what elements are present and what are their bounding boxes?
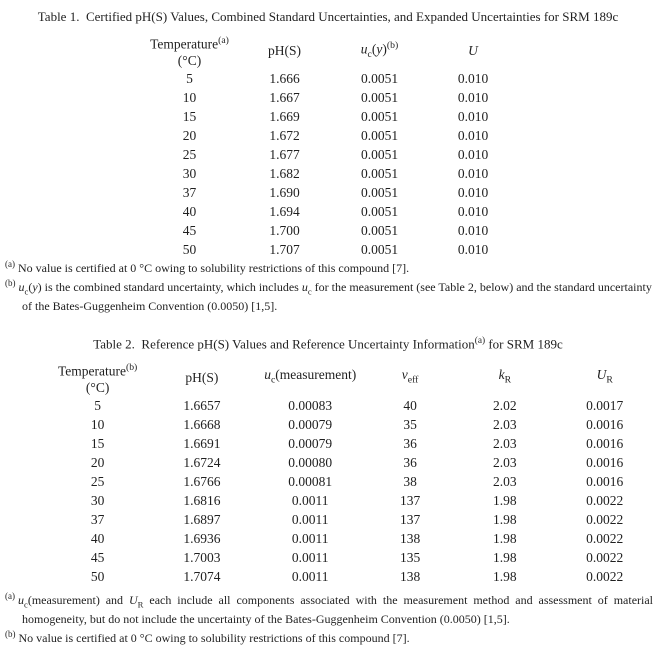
table-cell: 50 [182, 241, 197, 257]
table2-header-row [48, 360, 656, 396]
text-segment: c [24, 599, 28, 610]
table-cell: 1.6724 [183, 454, 221, 470]
table-cell: 1.7003 [183, 549, 221, 565]
table-cell: 0.0051 [360, 108, 399, 124]
text-segment: U [129, 593, 138, 607]
footnote [5, 257, 653, 276]
table-cell: 0.0051 [360, 89, 399, 105]
temperature-header-unit: (°C) [85, 379, 110, 395]
text-segment: for the measurement (see Table 2, below) and the standard uncertainty of the Bates-Guggenheim Convention (0.0050) [1,5]. [22, 280, 652, 314]
table-cell: 1.6691 [183, 435, 221, 451]
text-segment: U [596, 366, 607, 382]
table-cell: 0.0011 [291, 530, 329, 546]
text-segment: each include all components associated with the measurement method and assessment of material homogeneity, but do not include the uncertainty of the Bates-Guggenheim Convention (0.0050) [1,5]. [22, 593, 654, 627]
table2-title [0, 336, 656, 352]
table-cell: 1.694 [269, 203, 300, 219]
table-cell: 0.010 [457, 146, 489, 162]
table-cell: 15 [90, 435, 105, 451]
text-segment: u [18, 593, 24, 607]
footnote-text [18, 261, 409, 275]
table-cell: 1.98 [493, 568, 517, 584]
table-cell: 0.0022 [586, 530, 624, 546]
table-row [48, 529, 656, 548]
table-row [48, 491, 656, 510]
table-cell: 20 [182, 127, 197, 143]
table-cell: 2.03 [493, 435, 517, 451]
table-cell: 0.0051 [360, 127, 399, 143]
table-cell: 137 [399, 511, 421, 527]
table1-header-uc [332, 33, 427, 69]
text-segment: c [307, 286, 312, 297]
table2-header-ph: pH(S) [185, 369, 219, 385]
table-cell: 36 [403, 454, 417, 470]
footnote-text [18, 593, 653, 626]
text-segment: No value is certified at 0 °C owing to solubility restrictions of this compound [7]. [18, 261, 410, 275]
table-cell: 0.0051 [360, 184, 399, 200]
table-cell: 37 [182, 184, 197, 200]
footnote-marker: (b) [5, 629, 16, 640]
table-cell: 0.010 [457, 89, 489, 105]
table-cell: 0.0051 [360, 165, 399, 181]
footnote-marker: (a) [5, 259, 15, 269]
text-segment: (measurement) and [27, 593, 129, 607]
table-row [142, 69, 519, 88]
table1 [142, 33, 519, 259]
table1-footnotes [5, 257, 653, 314]
table-cell: 0.0022 [586, 492, 624, 508]
table1-header-ph: pH(S) [268, 42, 301, 58]
footnote-marker: (a) [5, 591, 15, 601]
table-cell: 0.0051 [360, 70, 399, 86]
table-cell: 40 [182, 203, 197, 219]
table-cell: 0.010 [457, 184, 489, 200]
text-segment: R [137, 599, 144, 610]
table-cell: 135 [399, 549, 421, 565]
text-segment: (measurement) [275, 366, 357, 382]
text-segment: u [360, 41, 368, 57]
table-row [142, 126, 519, 145]
table-cell: 45 [90, 549, 105, 565]
table-cell: 1.700 [269, 222, 300, 238]
table-cell: 25 [90, 473, 105, 489]
table-row [142, 145, 519, 164]
text-segment: u [18, 280, 25, 294]
table-cell: 0.010 [457, 222, 489, 238]
table1-title: Table 1. Certified pH(S) Values, Combined Standard Uncertainties, and Expanded Uncertainties for SRM 189c [37, 9, 619, 24]
table-row [48, 453, 656, 472]
table-cell: 5 [186, 70, 193, 86]
table-cell: 10 [182, 89, 197, 105]
table2-header-ur [553, 360, 656, 396]
footnote [5, 276, 653, 314]
temperature-header-unit: (°C) [177, 52, 202, 68]
text-segment: Temperature [57, 363, 126, 379]
table-cell: 36 [403, 435, 417, 451]
table-row [48, 548, 656, 567]
table2-header-uc-measurement [257, 360, 364, 396]
footnote-text [19, 280, 652, 313]
text-segment: y [376, 41, 383, 57]
table-cell: 40 [90, 530, 105, 546]
table-cell: 0.0022 [586, 568, 624, 584]
table-cell: 1.6766 [183, 473, 221, 489]
text-segment: (a) [474, 336, 486, 346]
table-cell: 1.98 [493, 530, 517, 546]
table1-header-temperature [142, 33, 237, 69]
text-segment: No value is certified at 0 °C owing to solubility restrictions of this compound [7]. [18, 631, 410, 646]
table-cell: 1.682 [269, 165, 300, 181]
table-cell: 0.0011 [291, 511, 329, 527]
table-cell: 1.6668 [183, 416, 221, 432]
table-cell: 1.669 [269, 108, 300, 124]
table-row [142, 107, 519, 126]
text-segment: Temperature [150, 36, 219, 52]
table-cell: 35 [403, 416, 417, 432]
table-cell: 20 [90, 454, 105, 470]
table-cell: 1.690 [269, 184, 300, 200]
table-cell: 1.672 [269, 127, 300, 143]
text-segment: u [264, 366, 271, 382]
text-segment: ν [401, 366, 408, 382]
table-cell: 0.00081 [288, 473, 333, 489]
table-cell: 0.0016 [586, 454, 624, 470]
table-row [142, 240, 519, 259]
table2 [48, 360, 656, 586]
table-row [142, 221, 519, 240]
table-cell: 1.98 [493, 492, 517, 508]
table-cell: 2.03 [493, 473, 517, 489]
table-cell: 1.7074 [183, 568, 221, 584]
table-row [48, 396, 656, 415]
table-cell: 1.707 [269, 241, 300, 257]
text-segment: c [24, 286, 29, 297]
text-segment: ( [371, 41, 377, 57]
table-cell: 1.666 [269, 70, 300, 86]
table-cell: 138 [399, 530, 421, 546]
table-cell: 0.010 [457, 203, 489, 219]
table-cell: 1.6816 [183, 492, 221, 508]
text-segment: c [367, 49, 372, 61]
table-cell: 0.0017 [586, 397, 624, 413]
text-segment: eff [407, 374, 419, 386]
table-row [48, 567, 656, 586]
table-cell: 37 [90, 511, 105, 527]
table-cell: 25 [182, 146, 197, 162]
text-segment: Table 2. Reference pH(S) Values and Reference Uncertainty Information [93, 336, 475, 352]
table-cell: 0.00079 [288, 435, 333, 451]
table-cell: 0.00079 [288, 416, 333, 432]
table-cell: 0.0016 [586, 473, 624, 489]
table-cell: 0.0011 [291, 549, 329, 565]
table-cell: 2.03 [493, 454, 517, 470]
text-segment: for SRM 189c [485, 336, 563, 352]
table-cell: 15 [182, 108, 197, 124]
table-cell: 0.00080 [288, 454, 333, 470]
table2-header-temperature [48, 360, 147, 396]
table-row [142, 183, 519, 202]
table2-header-veff [364, 360, 456, 396]
table-cell: 38 [403, 473, 417, 489]
table-row [142, 164, 519, 183]
text-segment: y [32, 280, 38, 294]
table-row [48, 434, 656, 453]
table-cell: 137 [399, 492, 421, 508]
table-cell: 0.010 [457, 165, 489, 181]
table-cell: 5 [94, 397, 101, 413]
table-row [142, 202, 519, 221]
table-cell: 0.0051 [360, 222, 399, 238]
table1-header-row [142, 33, 519, 69]
table2-footnotes [5, 589, 653, 646]
text-segment: c [270, 374, 276, 386]
footnote [5, 589, 653, 627]
text-segment: u [301, 280, 308, 294]
table-cell: 2.02 [493, 397, 517, 413]
text-segment: U [468, 42, 478, 58]
text-segment: ) is the combined standard uncertainty, which includes [37, 280, 302, 294]
table-cell: 1.667 [269, 89, 300, 105]
table-cell: 1.98 [493, 549, 517, 565]
text-segment: ) [382, 41, 387, 57]
table-cell: 1.6936 [183, 530, 221, 546]
table-cell: 10 [90, 416, 105, 432]
table-cell: 50 [90, 568, 105, 584]
table-cell: 30 [90, 492, 105, 508]
table-cell: 1.6897 [183, 511, 221, 527]
table-cell: 0.010 [457, 127, 489, 143]
footnote-text [19, 631, 410, 645]
table-cell: 0.0011 [291, 568, 329, 584]
footnote-marker: (b) [5, 278, 16, 288]
table-cell: 0.0051 [360, 146, 399, 162]
text-segment: k [498, 366, 505, 382]
table-cell: 0.010 [457, 108, 489, 124]
table-row [48, 472, 656, 491]
table-row [48, 415, 656, 434]
text-segment: (b) [386, 40, 399, 52]
text-segment: R [606, 374, 613, 386]
table-cell: 0.0051 [360, 203, 399, 219]
table-cell: 1.98 [493, 511, 517, 527]
table-cell: 2.03 [493, 416, 517, 432]
table-cell: 0.0016 [586, 416, 624, 432]
table-cell: 0.010 [457, 70, 489, 86]
table-cell: 0.00083 [288, 397, 333, 413]
table-cell: 0.0022 [586, 549, 624, 565]
table-cell: 0.0051 [360, 241, 399, 257]
table-cell: 138 [399, 568, 421, 584]
table-cell: 0.0016 [586, 435, 624, 451]
table-cell: 30 [182, 165, 197, 181]
table-cell: 45 [182, 222, 197, 238]
table-cell: 0.0011 [291, 492, 329, 508]
table2-header-kr [456, 360, 553, 396]
table-cell: 40 [403, 397, 417, 413]
text-segment: ( [28, 280, 33, 294]
footnote [5, 627, 653, 646]
temperature-header-label [48, 360, 147, 380]
table-row [142, 88, 519, 107]
text-segment: (b) [125, 362, 138, 373]
table-row [48, 510, 656, 529]
temperature-header-label [142, 33, 237, 53]
table-cell: 1.6657 [183, 397, 221, 413]
text-segment: (a) [218, 35, 229, 46]
table-cell: 1.677 [269, 146, 300, 162]
table-cell: 0.010 [457, 241, 489, 257]
table-cell: 0.0022 [586, 511, 624, 527]
table1-header-expanded-uncertainty [427, 33, 519, 69]
text-segment: R [504, 374, 512, 386]
